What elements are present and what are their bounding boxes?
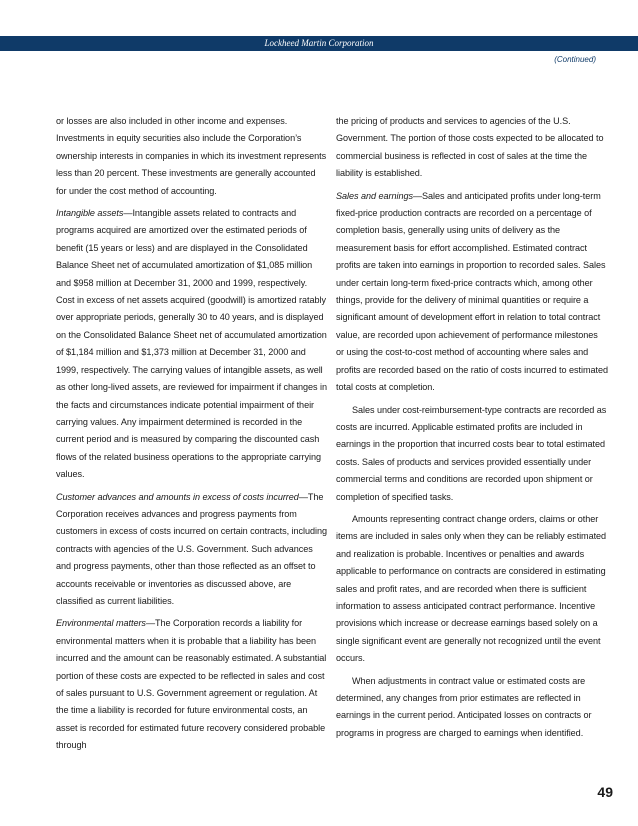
header-title: Lockheed Martin Corporation [264, 38, 374, 48]
right-paragraph-3: Sales under cost-reimbursement-type contracts are recorded as costs are incurred. Applicable estimated profits are included in earnings in the proportion that incurred costs bear to total estimated costs. Sales of products and services provided essentially under commercial terms and conditions are recorded upon shipment or completion of specified tasks. [336, 404, 607, 502]
right-paragraph-4: Amounts representing contract change orders, claims or other items are included in sales only when they can be reliably estimated and realization is probable. Incentives or penalties and awards applicable to performance on contracts are considered in estimating sales and profit rates, and are recorded when there is sufficient information to assess anticipated contract performance. Incentive provisions which increase or decrease earnings based solely on a single significant event are generally not recognized until the event occurs. [336, 513, 607, 664]
sales-earnings-heading: Sales and earnings [336, 190, 413, 201]
environmental-matters-text: —The Corporation records a liability for environmental matters when it is probable that a liability has been incurred and the amount can be reasonably estimated. A substantial portion of these costs are expected to be reflected in sales and cost of sales pursuant to U.S. Government agreement or regulation. At the time a liability is recorded for future environmental costs, an asset is recorded for estimated future recovery considered probable through [56, 618, 327, 751]
page-number: 49 [597, 784, 613, 800]
left-paragraph-2 [56, 205, 328, 484]
customer-advances-text: —The Corporation receives advances and progress payments from customers in excess of costs incurred on certain contracts, including contracts with agencies of the U.S. Government. Such advances and progress payments, other than those reflected as an offset to accounts receivable or inventories as discussed above, are classified as current liabilities. [56, 491, 328, 606]
left-column [56, 113, 328, 760]
continued-label: (Continued) [554, 55, 596, 64]
left-paragraph-4 [56, 615, 328, 754]
environmental-matters-heading: Environmental matters [56, 618, 146, 629]
left-paragraph-1: or losses are also included in other income and expenses. Investments in equity securities also include the Corporation’s ownership interests in companies in which its investment represents less than 20 percent. These investments are generally accounted for under the cost method of accounting. [56, 116, 327, 196]
right-paragraph-1: the pricing of products and services to agencies of the U.S. Government. The portion of those costs expected to be allocated to commercial business is reflected in cost of sales at the time the liability is established. [336, 116, 604, 179]
left-paragraph-3 [56, 489, 328, 611]
customer-advances-heading: Customer advances and amounts in excess of costs incurred [56, 491, 299, 502]
intangible-assets-heading: Intangible assets [56, 208, 124, 219]
right-column [336, 113, 608, 747]
header-band [0, 36, 638, 51]
intangible-assets-text: —Intangible assets related to contracts and programs acquired are amortized over the estimated periods of benefit (15 years or less) and are displayed in the Consolidated Balance Sheet net of accumulated amortization of $1,085 million and $958 million at December 31, 2000 and 1999, respectively. Cost in excess of net assets acquired (goodwill) is amortized ratably over appropriate periods, generally 30 to 40 years, and is displayed on the Consolidated Balance Sheet net of accumulated amortization of $1,184 million and $1,373 million at December 31, 2000 and 1999, respectively. The carrying values of intangible assets, as well as other long-lived assets, are reviewed for impairment if changes in the facts and circumstances indicate potential impairment of their carrying values. Any impairment determined is recorded in the current period and is measured by comparing the discounted cash flows of the related business operations to the appropriate carrying values. [56, 208, 328, 480]
right-paragraph-5: When adjustments in contract value or estimated costs are determined, any changes from prior estimates are reflected in earnings in the current period. Anticipated losses on contracts or programs in progress are charged to earnings when identified. [336, 675, 592, 738]
sales-earnings-text: —Sales and anticipated profits under long-term fixed-price production contracts are recorded on a percentage of completion basis, generally using units of delivery as the measurement basis for effort accomplished. Estimated contract profits are taken into earnings in proportion to recorded sales. Sales under certain long-term fixed-price contracts which, among other things, provide for the delivery of minimal quantities or require a significant amount of development effort in relation to total contract value, are recorded upon achievement of performance milestones or using the cost-to-cost method of accounting where sales and profits are recorded based on the ratio of costs incurred to estimated total costs at completion. [336, 190, 608, 393]
right-paragraph-2 [336, 188, 608, 397]
